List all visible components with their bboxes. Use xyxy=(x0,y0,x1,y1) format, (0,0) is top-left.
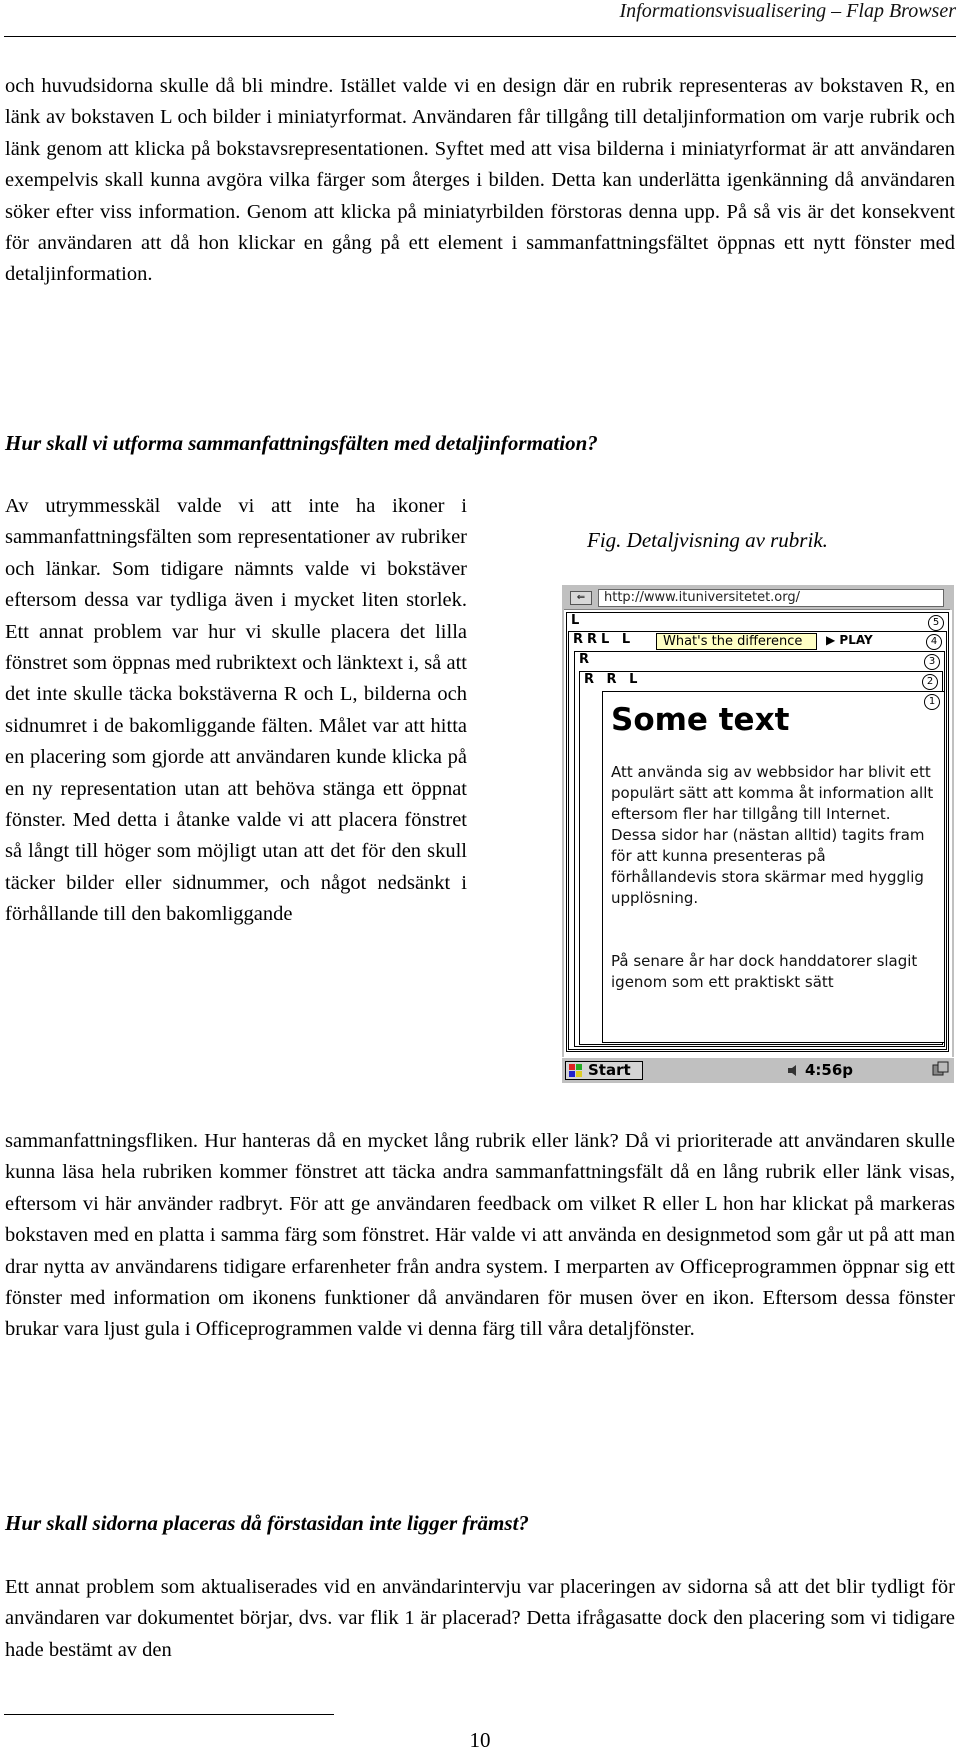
tab-number-badge: 5 xyxy=(928,615,944,631)
play-button: ▶ PLAY xyxy=(826,633,873,647)
detail-tooltip: What's the difference xyxy=(656,633,817,650)
page-number: 10 xyxy=(469,1728,491,1752)
tab-number-badge: 2 xyxy=(922,674,938,690)
figure-caption: Fig. Detaljvisning av rubrik. xyxy=(587,528,828,552)
speaker-icon xyxy=(787,1064,801,1077)
tab-letters: RRL L xyxy=(573,632,635,647)
header-title: Informationsvisualisering – Flap Browser xyxy=(619,0,956,22)
url-field: http://www.ituniversitetet.org/ xyxy=(598,589,944,607)
browser-content xyxy=(564,610,952,1057)
page-heading: Some text xyxy=(611,702,790,738)
start-label: Start xyxy=(588,1061,631,1079)
tray-icon xyxy=(932,1061,950,1079)
paragraph-1: och huvudsidorna skulle då bli mindre. Istället valde vi en design där en rubrik representeras av bokstaven R, en länk av bokstaven L och bilder i miniatyrformat. Användaren får tillgång till detaljinformation om varje rubrik och länk genom att klicka på bokstavsrepresentationen. Syftet med att visa bilderna i miniatyrformat är att användaren exempelvis skall kunna avgöra vilka färger som återges i bilden. Detta kan underlätta igenkänning då användaren söker efter viss information. Genom att klicka på miniatyrbilden förstoras denna upp. På så vis är det konsekvent för användaren att då hon klickar en gång på ett element i sammanfattningsfältet öppnas ett nytt fönster med detaljinformation. xyxy=(5,75,955,286)
tab-letters: R R L xyxy=(584,672,642,687)
section-heading-summary-fields: Hur skall vi utforma sammanfattningsfälten med detaljinformation? xyxy=(5,431,598,455)
windows-flag-icon xyxy=(569,1064,583,1077)
clock xyxy=(787,1061,927,1080)
tab-number-badge: 3 xyxy=(924,654,940,670)
header-rule xyxy=(4,36,956,37)
back-arrow-icon: ⇐ xyxy=(570,591,592,605)
taskbar xyxy=(562,1057,954,1083)
address-bar xyxy=(564,587,950,610)
tab-number-badge: 4 xyxy=(926,634,942,650)
start-button xyxy=(565,1061,643,1080)
paragraph-2: Av utrymmesskäl valde vi att inte ha ikoner i sammanfattningsfälten som representationer av rubriker och länkar. Som tidigare nämnts valde vi bokstäver eftersom dessa var tydliga även i mycket liten storlek. Ett annat problem var hur vi skulle placera det lilla fönstret som öppnas med rubriktext och länktext i, så att det inte skulle täcka bokstäverna R och L, bilderna och sidnumret i de bakomliggande fälten. Målet var att hitta en placering som gjorde att användaren kunde klicka på en ny representation utan att behöva stänga ett öppnat fönster. Med detta i åtanke valde vi att placera fönstret så långt till höger som möjligt utan att det för den skull täcker bilder eller sidnummer, och något nedsänkt i förhållande till den bakomliggande xyxy=(5,495,467,926)
section-heading-page-placement: Hur skall sidorna placeras då förstasidan inte ligger främst? xyxy=(5,1511,529,1535)
tab-number-badge: 1 xyxy=(924,694,940,710)
page-body-text-2: På senare år har dock handdatorer slagit igenom som ett praktiskt sätt xyxy=(611,952,918,991)
clock-time: 4:56p xyxy=(805,1061,854,1079)
paragraph-3: sammanfattningsfliken. Hur hanteras då en mycket lång rubrik eller länk? Då vi prioriterade att användaren skulle kunna läsa hela rubriken kommer fönstret att täcka andra sammanfattningsfält då en lång rubrik eller länk visas, eftersom vi här använder radbryt. För att ge användaren feedback om vilket R eller L hon har klickat på markeras bokstaven med en platta i samma färg som fönstret. Här valde vi att använda en designmetod som går ut på att man drar nytta av användarens tidigare erfarenheter från andra system. I merparten av Officeprogrammen öppnar sig ett fönster med information om ikonens funktioner då användaren för musen över en ikon. Eftersom dessa fönster brukar vara ljust gula i Officeprogrammen valde vi denna färg till våra detaljfönster. xyxy=(5,1130,955,1341)
tab-letters: L xyxy=(571,613,584,628)
footer-rule xyxy=(4,1714,334,1715)
tab-letters: R xyxy=(579,652,594,667)
page-body-text: Att använda sig av webbsidor har blivit ett populärt sätt att komma åt information allt eftersom fler har tillgång till Internet. Dessa sidor har (nästan alltid) tagits fram för att kunna presenteras på förhållandevis stora skärmar med hygglig upplösning. xyxy=(611,763,934,907)
pda-screenshot-figure xyxy=(562,585,954,1082)
page-header xyxy=(0,0,960,40)
paragraph-4: Ett annat problem som aktualiserades vid en användarintervju var placeringen av sidorna så att det blir tydligt för användaren var dokumentet börjar, dvs. var flik 1 är placerad? Detta ifrågasatte dock den placering som vi tidigare hade bestämt av den xyxy=(5,1576,955,1661)
summary-tab-1 xyxy=(602,691,945,1043)
